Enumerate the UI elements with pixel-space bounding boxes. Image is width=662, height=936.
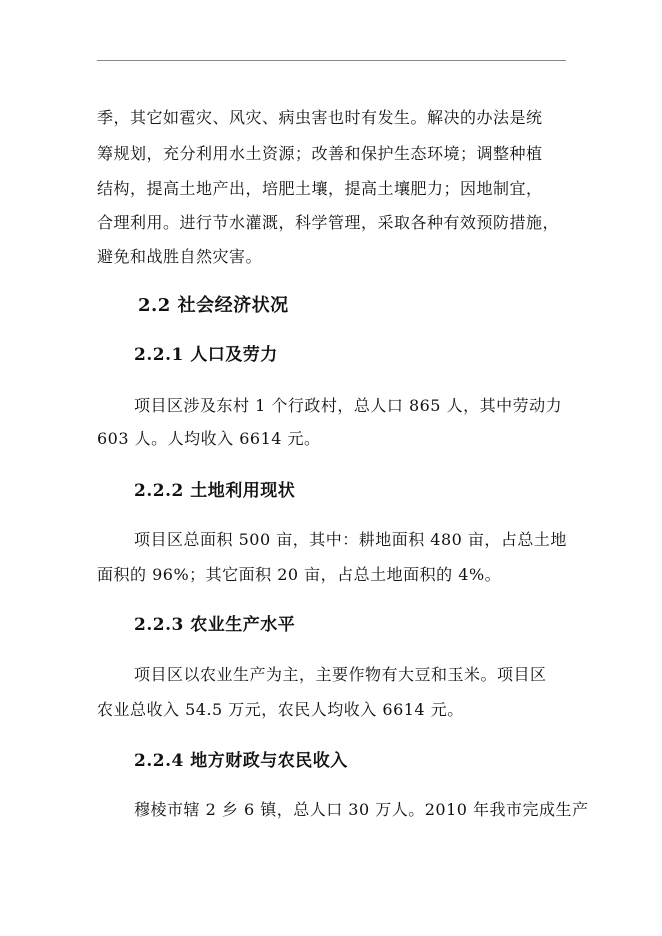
paragraph-line: 603 人。人均收入 6614 元。 [97, 429, 321, 448]
subsection-heading: 2.2.1 人口及劳力 [134, 345, 278, 365]
paragraph-line: 合理利用。进行节水灌溉，科学管理，采取各种有效预防措施， [97, 213, 560, 232]
subsection-heading: 2.2.4 地方财政与农民收入 [134, 751, 348, 771]
paragraph-line: 季，其它如雹灾、风灾、病虫害也时有发生。解决的办法是统 [97, 108, 543, 127]
paragraph-line: 农业总收入 54.5 万元，农民人均收入 6614 元。 [97, 700, 464, 719]
header-rule [97, 60, 566, 61]
paragraph-line: 面积的 96%；其它面积 20 亩，占总土地面积的 4%。 [97, 565, 502, 584]
paragraph-line: 穆棱市辖 2 乡 6 镇，总人口 30 万人。2010 年我市完成生产 [134, 800, 589, 819]
paragraph-line: 项目区涉及东村 1 个行政村，总人口 865 人，其中劳动力 [134, 396, 563, 415]
paragraph-line: 筹规划，充分利用水土资源；改善和保护生态环境；调整种植 [97, 144, 543, 163]
paragraph-line: 项目区总面积 500 亩，其中：耕地面积 480 亩，占总土地 [134, 530, 567, 549]
section-heading: 2.2 社会经济状况 [138, 295, 289, 316]
subsection-heading: 2.2.3 农业生产水平 [134, 615, 296, 635]
paragraph-line: 项目区以农业生产为主，主要作物有大豆和玉米。项目区 [134, 665, 547, 684]
paragraph-line: 避免和战胜自然灾害。 [97, 247, 263, 266]
subsection-heading: 2.2.2 土地利用现状 [134, 481, 296, 501]
paragraph-line: 结构，提高土地产出，培肥土壤，提高土壤肥力；因地制宜， [97, 179, 543, 198]
